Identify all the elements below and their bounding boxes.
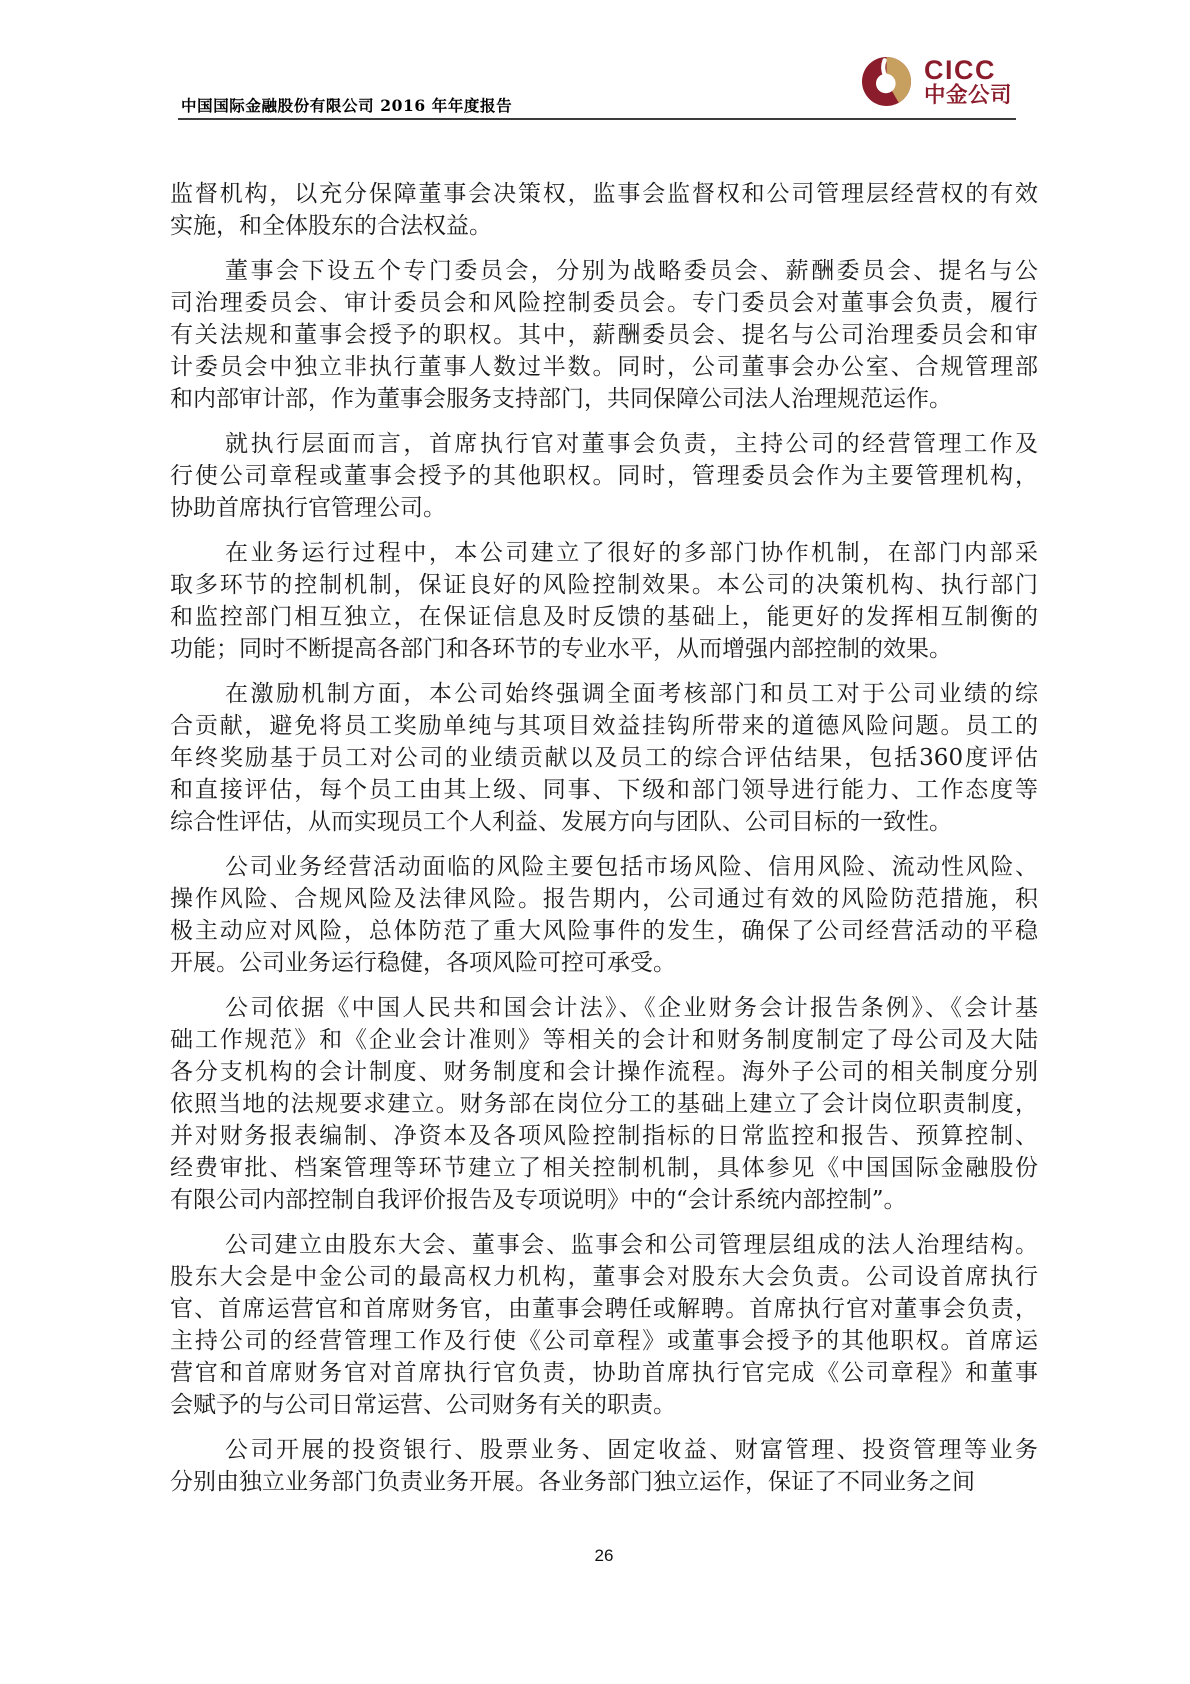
text-line: 在激励机制方面，本公司始终强调全面考核部门和员工对于公司业绩的综	[225, 681, 1038, 707]
text-line: 功能；同时不断提高各部门和各环节的专业水平，从而增强内部控制的效果。	[170, 636, 952, 662]
text-line: 极主动应对风险，总体防范了重大风险事件的发生，确保了公司经营活动的平稳	[170, 918, 1038, 944]
paragraph	[170, 1229, 1038, 1421]
text-line: 和监控部门相互独立，在保证信息及时反馈的基础上，能更好的发挥相互制衡的	[170, 604, 1038, 630]
page-number: 26	[594, 1546, 614, 1565]
logo-white-tail	[883, 60, 885, 76]
text-line: 依照当地的法规要求建立。财务部在岗位分工的基础上建立了会计岗位职责制度，	[170, 1091, 1038, 1117]
paragraph	[170, 178, 1038, 242]
text-line: 并对财务报表编制、净资本及各项风险控制指标的日常监控和报告、预算控制、	[170, 1123, 1038, 1149]
text-line: 在业务运行过程中，本公司建立了很好的多部门协作机制，在部门内部采	[225, 540, 1038, 566]
text-line: 股东大会是中金公司的最高权力机构，董事会对股东大会负责。公司设首席执行	[170, 1264, 1038, 1290]
text-line: 和内部审计部，作为董事会服务支持部门，共同保障公司法人治理规范运作。	[170, 386, 952, 412]
report-header-title: 中国国际金融股份有限公司 2016 年年度报告	[181, 96, 513, 115]
text-line: 年终奖励基于员工对公司的业绩贡献以及员工的综合评估结果，包括360度评估	[170, 745, 1038, 771]
text-line: 有限公司内部控制自我评价报告及专项说明》中的“会计系统内部控制”。	[170, 1187, 907, 1213]
text-line: 董事会下设五个专门委员会，分别为战略委员会、薪酬委员会、提名与公	[225, 258, 1038, 284]
text-line: 司治理委员会、审计委员会和风险控制委员会。专门委员会对董事会负责，履行	[170, 290, 1038, 316]
text-line: 实施，和全体股东的合法权益。	[170, 213, 492, 239]
text-line: 公司建立由股东大会、董事会、监事会和公司管理层组成的法人治理结构。	[225, 1232, 1038, 1258]
paragraph	[170, 537, 1038, 665]
text-line: 就执行层面而言，首席执行官对董事会负责，主持公司的经营管理工作及	[225, 431, 1038, 457]
text-line: 公司开展的投资银行、股票业务、固定收益、财富管理、投资管理等业务	[225, 1437, 1038, 1463]
paragraph	[170, 428, 1038, 524]
text-line: 协助首席执行官管理公司。	[170, 495, 446, 521]
text-line: 合贡献，避免将员工奖励单纯与其项目效益挂钩所带来的道德风险问题。员工的	[170, 713, 1038, 739]
body-text	[170, 178, 1038, 1498]
text-line: 开展。公司业务运行稳健，各项风险可控可承受。	[170, 950, 676, 976]
paragraph	[170, 851, 1038, 979]
cicc-brand-zh: 中金公司	[924, 83, 1013, 108]
text-line: 计委员会中独立非执行董事人数过半数。同时，公司董事会办公室、合规管理部	[170, 354, 1038, 380]
header-divider	[178, 118, 1016, 120]
paragraph	[170, 678, 1038, 838]
text-line: 经费审批、档案管理等环节建立了相关控制机制，具体参见《中国国际金融股份	[170, 1155, 1038, 1181]
text-line: 会赋予的与公司日常运营、公司财务有关的职责。	[170, 1392, 676, 1418]
paragraph	[170, 992, 1038, 1216]
cicc-brand-en: CICC	[924, 55, 996, 85]
text-line: 有关法规和董事会授予的职权。其中，薪酬委员会、提名与公司治理委员会和审	[170, 322, 1038, 348]
text-line: 分别由独立业务部门负责业务开展。各业务部门独立运作，保证了不同业务之间	[170, 1469, 975, 1495]
text-line: 操作风险、合规风险及法律风险。报告期内，公司通过有效的风险防范措施，积	[170, 886, 1038, 912]
text-line: 主持公司的经营管理工作及行使《公司章程》或董事会授予的其他职权。首席运	[170, 1328, 1038, 1354]
text-line: 综合性评估，从而实现员工个人利益、发展方向与团队、公司目标的一致性。	[170, 809, 952, 835]
cicc-logo	[862, 57, 1012, 107]
text-line: 各分支机构的会计制度、财务制度和会计操作流程。海外子公司的相关制度分别	[170, 1059, 1038, 1085]
text-line: 营官和首席财务官对首席执行官负责，协助首席执行官完成《公司章程》和董事	[170, 1360, 1038, 1386]
paragraph	[170, 1434, 1038, 1498]
paragraph	[170, 255, 1038, 415]
text-line: 础工作规范》和《企业会计准则》等相关的会计和财务制度制定了母公司及大陆	[170, 1027, 1038, 1053]
text-line: 行使公司章程或董事会授予的其他职权。同时，管理委员会作为主要管理机构，	[170, 463, 1038, 489]
text-line: 监督机构，以充分保障董事会决策权，监事会监督权和公司管理层经营权的有效	[170, 181, 1038, 207]
text-line: 取多环节的控制机制，保证良好的风险控制效果。本公司的决策机构、执行部门	[170, 572, 1038, 598]
text-line: 公司业务经营活动面临的风险主要包括市场风险、信用风险、流动性风险、	[225, 854, 1038, 880]
cicc-logo-text	[924, 57, 1012, 107]
cicc-logo-icon	[862, 57, 911, 106]
text-line: 公司依据《中国人民共和国会计法》、《企业财务会计报告条例》、《会计基	[225, 995, 1038, 1021]
text-line: 官、首席运营官和首席财务官，由董事会聘任或解聘。首席执行官对董事会负责，	[170, 1296, 1038, 1322]
text-line: 和直接评估，每个员工由其上级、同事、下级和部门领导进行能力、工作态度等	[170, 777, 1038, 803]
